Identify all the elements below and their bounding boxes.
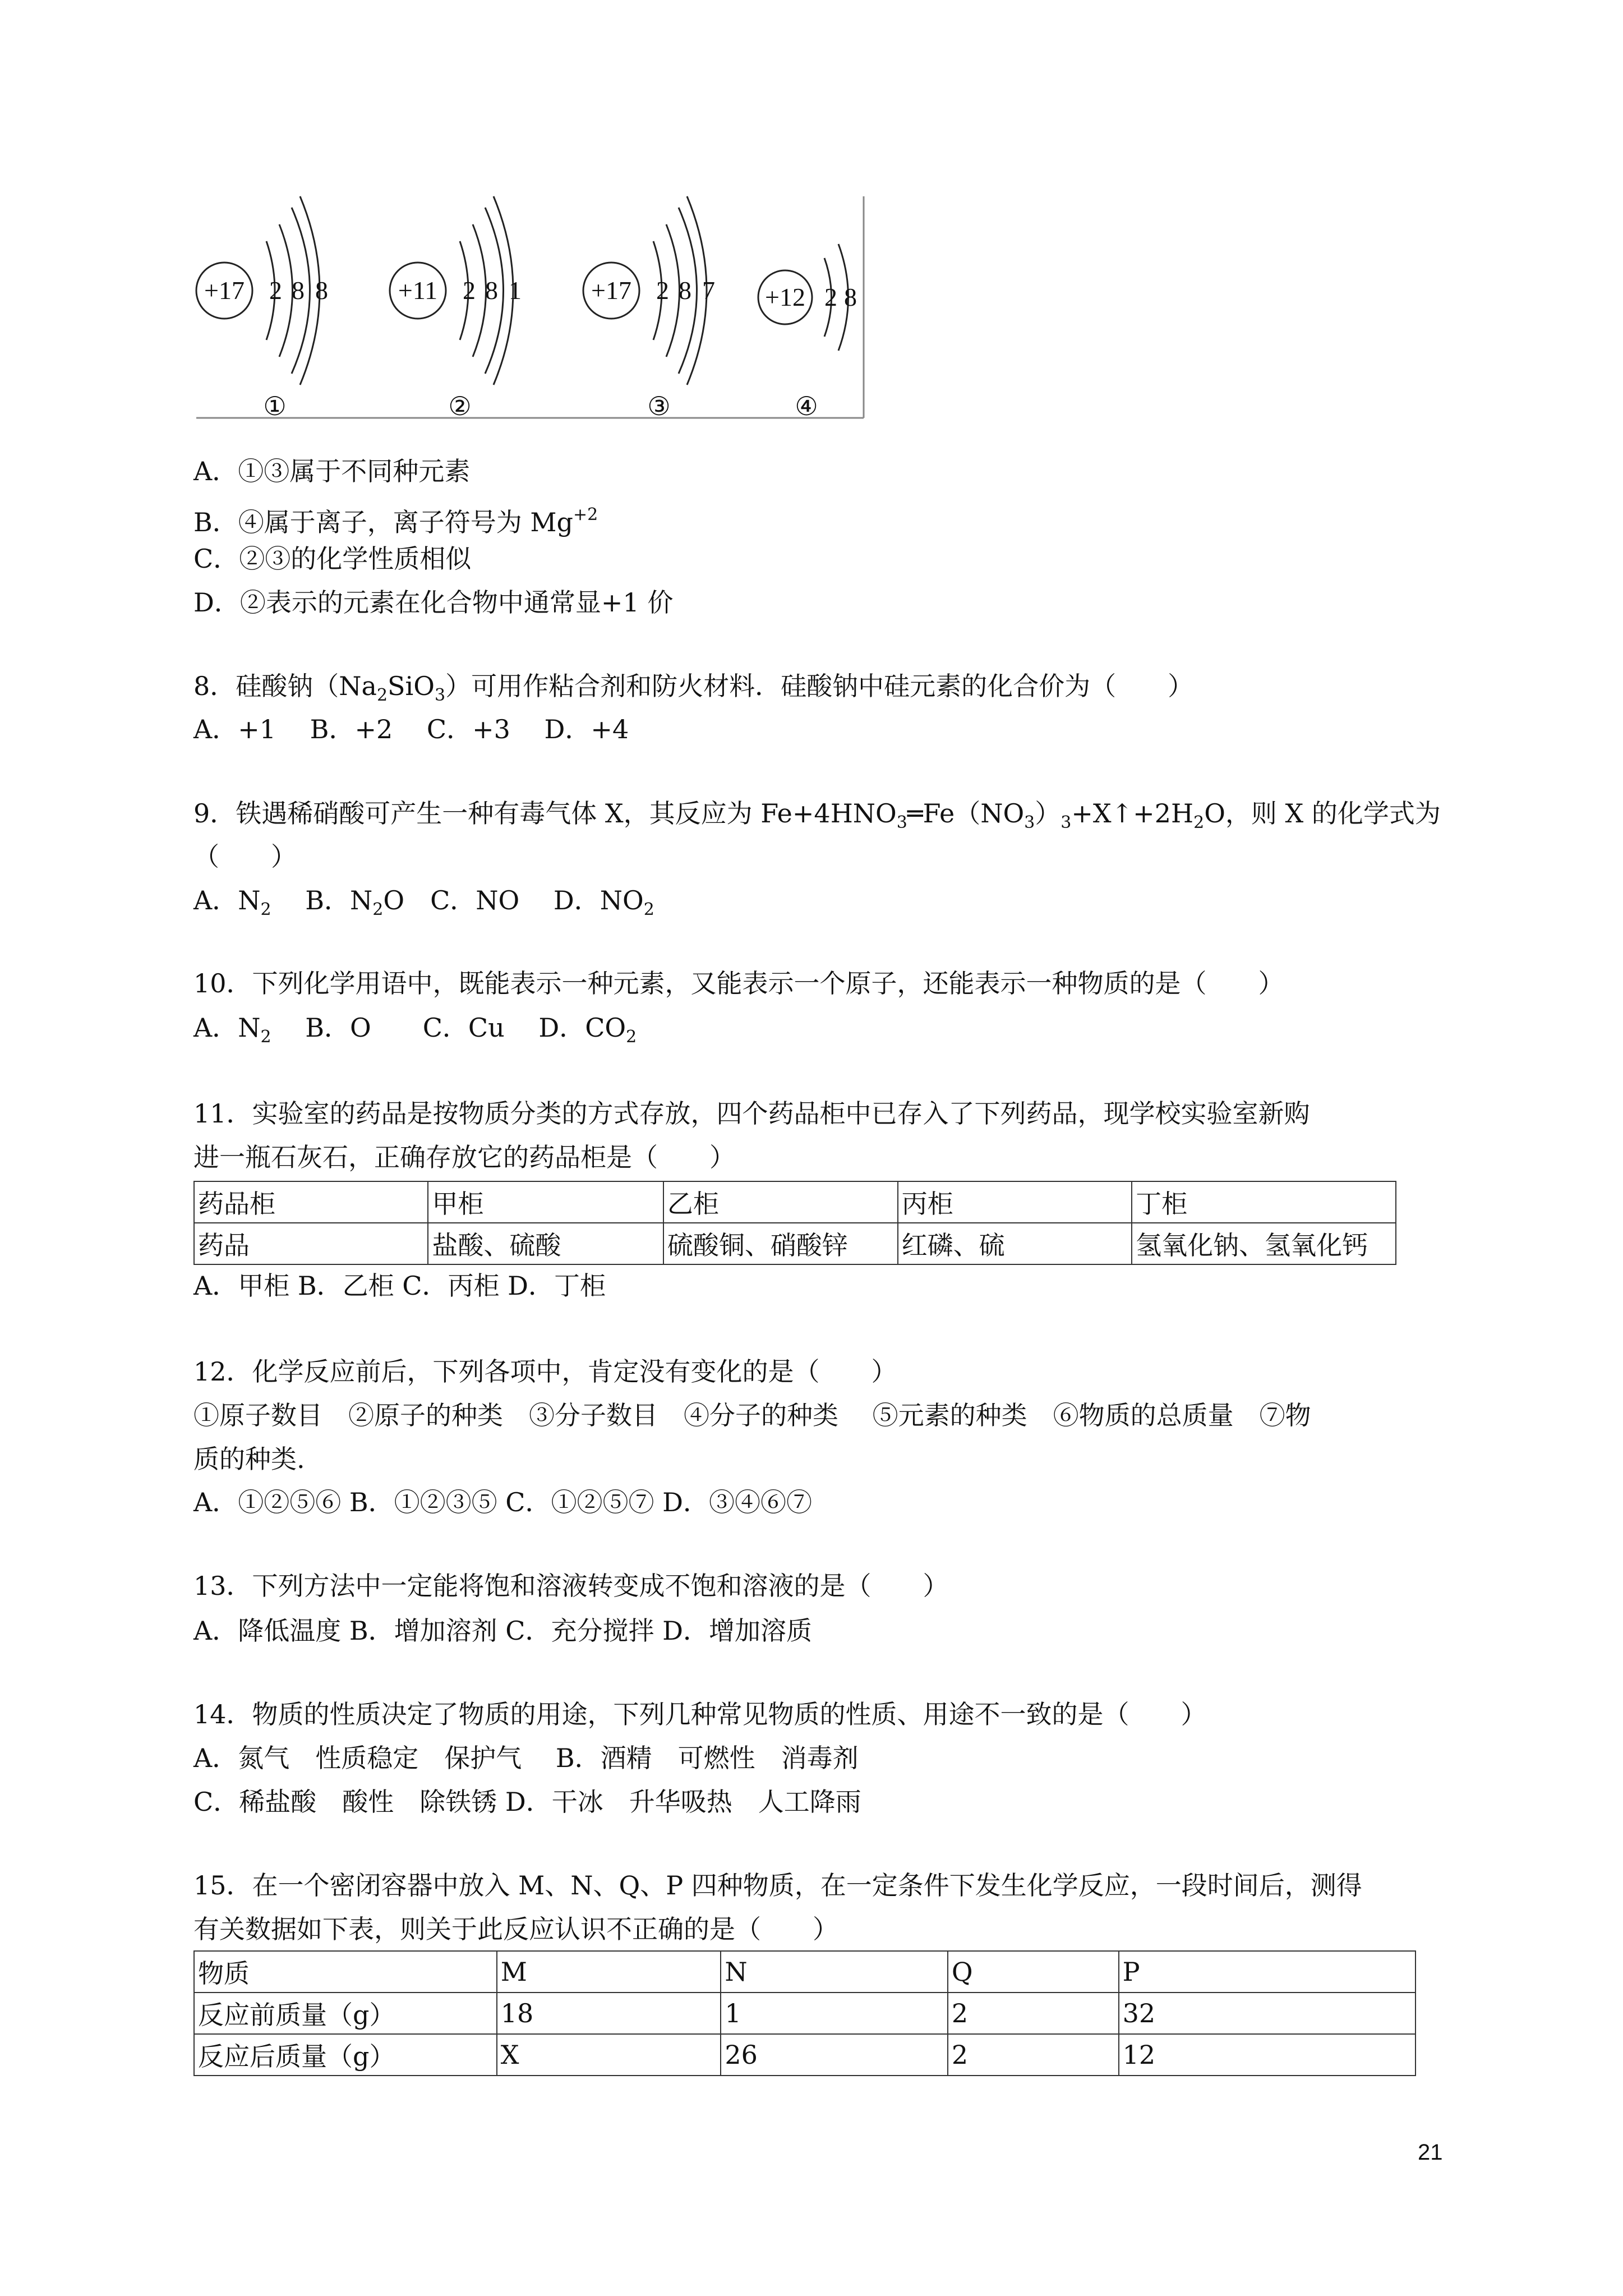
q15-table — [193, 1950, 1416, 2076]
q9-opt-d-sub: 2 — [643, 900, 654, 919]
table-cell: N — [721, 1951, 948, 1993]
q12-options: A．①②⑤⑥ B．①②③⑤ C．①②⑤⑦ D．③④⑥⑦ — [193, 1487, 812, 1517]
table-cell: 1 — [721, 1993, 948, 2034]
table-cell: 反应前质量（g） — [194, 1993, 497, 2034]
q9-opt-b: B．N — [271, 885, 373, 915]
table-row — [194, 1223, 1396, 1264]
q9-sub-3: 3 — [1061, 813, 1072, 832]
q15-stem-line2: 有关数据如下表，则关于此反应认识不正确的是（ ） — [193, 1914, 838, 1944]
q9-sub-1: 3 — [896, 813, 907, 832]
q11-stem-line1: 11．实验室的药品是按物质分类的方式存放，四个药品柜中已存入了下列药品，现学校实验室新购 — [193, 1098, 1310, 1129]
table-cell: 盐酸、硫酸 — [428, 1223, 663, 1264]
electron-2-2: 8 — [485, 276, 498, 305]
atom-label-4: ④ — [795, 392, 818, 421]
q10-options — [193, 1011, 637, 1054]
table-cell: 2 — [948, 1993, 1119, 2034]
q8-stem-c: ）可用作粘合剂和防火材料．硅酸钠中硅元素的化合价为（ ） — [445, 671, 1194, 701]
table-cell: 氢氧化钠、氢氧化钙 — [1132, 1223, 1396, 1264]
electron-4-2: 8 — [844, 283, 857, 311]
q12-stem: 12．化学反应前后，下列各项中，肯定没有变化的是（ ） — [193, 1356, 897, 1387]
q15-stem-line1: 15．在一个密闭容器中放入 M、N、Q、P 四种物质，在一定条件下发生化学反应，一段时间后，测得 — [193, 1870, 1362, 1901]
table-cell: 乙柜 — [663, 1181, 898, 1223]
q7-option-b — [193, 498, 598, 539]
q12-items-line1: ①原子数目 ②原子的种类 ③分子数目 ④分子的种类 ⑤元素的种类 ⑥物质的总质量 ⑦物 — [193, 1400, 1311, 1430]
q10-opt-a: A．N — [193, 1013, 261, 1043]
page-number: 21 — [1418, 2140, 1443, 2165]
electron-3-1: 2 — [656, 276, 669, 305]
q11-options: A．甲柜 B．乙柜 C．丙柜 D．丁柜 — [193, 1271, 606, 1301]
table-cell: 红磷、硫 — [898, 1223, 1132, 1264]
q12-items-line2: 质的种类. — [193, 1444, 305, 1474]
q9-opt-rest: O C．NO D．NO — [383, 885, 644, 915]
q9-opt-a-sub: 2 — [260, 900, 271, 919]
electron-2-1: 2 — [463, 276, 476, 305]
q8-stem — [193, 669, 1193, 712]
q13-options: A．降低温度 B．增加溶剂 C．充分搅拌 D．增加溶质 — [193, 1616, 812, 1646]
table-cell: 反应后质量（g） — [194, 2034, 497, 2076]
table-row — [194, 1993, 1415, 2034]
q9-stem-d: +X↑+2H — [1071, 798, 1194, 829]
table-cell: 硫酸铜、硝酸锌 — [663, 1223, 898, 1264]
q9-options — [193, 884, 654, 927]
q8-stem-a: 8．硅酸钠（Na — [193, 671, 377, 701]
nucleus-label-2: +11 — [398, 276, 438, 305]
atom-label-2: ② — [448, 392, 472, 421]
q8-sub-1: 2 — [376, 685, 388, 705]
q9-opt-b-sub: 2 — [372, 900, 384, 919]
table-cell: 32 — [1119, 1993, 1415, 2034]
atom-structure-figure — [185, 185, 875, 432]
electron-4-1: 2 — [824, 283, 837, 311]
q9-stem-e: O，则 X 的化学式为 — [1204, 798, 1441, 829]
q8-sub-2: 3 — [434, 685, 446, 705]
electron-3-3: 7 — [702, 276, 715, 305]
q9-stem-b: ═Fe（NO — [907, 798, 1025, 829]
table-cell: X — [497, 2034, 721, 2076]
q9-opt-a: A．N — [193, 885, 261, 915]
q7-option-d: D．②表示的元素在化合物中通常显+1 价 — [193, 587, 674, 618]
table-cell: 18 — [497, 1993, 721, 2034]
table-cell: M — [497, 1951, 721, 1993]
table-row — [194, 2034, 1415, 2076]
q13-stem: 13．下列方法中一定能将饱和溶液转变成不饱和溶液的是（ ） — [193, 1571, 949, 1601]
q11-stem-line2: 进一瓶石灰石，正确存放它的药品柜是（ ） — [193, 1142, 735, 1172]
q9-stem-c: ） — [1035, 798, 1061, 829]
q8-stem-b: SiO — [388, 671, 435, 701]
q8-options: A．+1 B．+2 C．+3 D．+4 — [193, 714, 629, 744]
table-cell: Q — [948, 1951, 1119, 1993]
table-cell: 药品柜 — [194, 1181, 428, 1223]
q10-stem: 10．下列化学用语中，既能表示一种元素，又能表示一个原子，还能表示一种物质的是（ ） — [193, 968, 1284, 999]
table-cell: 丁柜 — [1132, 1181, 1396, 1223]
table-cell: 药品 — [194, 1223, 428, 1264]
table-cell: P — [1119, 1951, 1415, 1993]
nucleus-label-4: +12 — [765, 283, 805, 311]
electron-1-2: 8 — [292, 276, 305, 305]
q9-stem-a: 9．铁遇稀硝酸可产生一种有毒气体 X，其反应为 Fe+4HNO — [193, 798, 897, 829]
q14-stem: 14．物质的性质决定了物质的用途，下列几种常见物质的性质、用途不一致的是（ ） — [193, 1699, 1207, 1729]
table-cell: 2 — [948, 2034, 1119, 2076]
table-cell: 26 — [721, 2034, 948, 2076]
table-row — [194, 1951, 1415, 1993]
q7-option-a: A．①③属于不同种元素 — [193, 456, 471, 486]
nucleus-label-3: +17 — [591, 276, 631, 305]
q9-sub-4: 2 — [1193, 813, 1205, 832]
table-cell: 物质 — [194, 1951, 497, 1993]
q9-sub-2: 3 — [1024, 813, 1035, 832]
q7-option-c: C．②③的化学性质相似 — [193, 544, 472, 574]
q9-stem-line2: （ ） — [193, 841, 297, 872]
atom-label-1: ① — [263, 392, 287, 421]
q10-opt-a-sub: 2 — [260, 1027, 271, 1047]
q11-table — [193, 1181, 1396, 1265]
q10-opt-rest: B．O C．Cu D．CO — [271, 1013, 626, 1043]
q7-option-b-charge: +2 — [573, 505, 598, 524]
q14-options-line1: A．氮气 性质稳定 保护气 B．酒精 可燃性 消毒剂 — [193, 1743, 859, 1773]
table-cell: 甲柜 — [428, 1181, 663, 1223]
atom-label-3: ③ — [647, 392, 671, 421]
electron-1-3: 8 — [315, 276, 328, 305]
q9-stem — [193, 797, 1441, 840]
electron-3-2: 8 — [679, 276, 691, 305]
table-row — [194, 1181, 1396, 1223]
electron-1-1: 2 — [269, 276, 282, 305]
q10-opt-d-sub: 2 — [626, 1027, 637, 1047]
nucleus-label-1: +17 — [204, 276, 245, 305]
q7-option-b-text: B．④属于离子，离子符号为 Mg — [193, 507, 573, 537]
table-cell: 丙柜 — [898, 1181, 1132, 1223]
q14-options-line2: C．稀盐酸 酸性 除铁锈 D．干冰 升华吸热 人工降雨 — [193, 1787, 861, 1817]
electron-2-3: 1 — [509, 276, 522, 305]
table-cell: 12 — [1119, 2034, 1415, 2076]
